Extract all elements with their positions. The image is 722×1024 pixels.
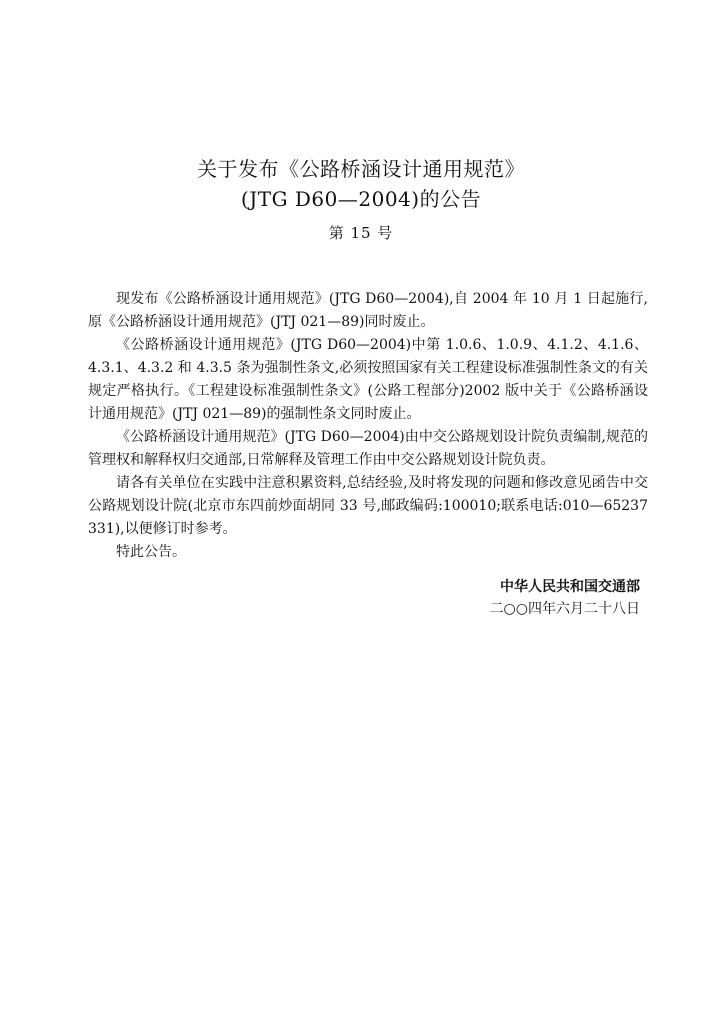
announcement-body [88,288,648,564]
paragraph-4: 请各有关单位在实践中注意积累资料,总结经验,及时将发现的问题和修改意见函告中交公路规划设计院(北京市东四前炒面胡同 33 号,邮政编码:100010;联系电话:010—65237331),以便修订时参考。 [88,475,648,537]
announcement-title [0,154,722,214]
issue-number: 第 15 号 [328,224,394,242]
paragraph-3: 《公路桥涵设计通用规范》(JTG D60—2004)由中交公路规划设计院负责编制,规范的管理权和解释权归交通部,日常解释及管理工作由中交公路规划设计院负责。 [88,429,648,468]
signature-organization: 中华人民共和国交通部 [500,579,640,595]
signature-date: 二○○四年六月二十八日 [489,601,640,617]
paragraph-2: 《公路桥涵设计通用规范》(JTG D60—2004)中第 1.0.6、1.0.9、4.1.2、4.1.6、4.3.1、4.3.2 和 4.3.5 条为强制性条文,必须按照国家有关工程建设标准强制性条文的有关规定严格执行。《工程建设标准强制性条文》(公路工程部分)2002 版中关于《公路桥涵设计通用规范》(JTJ 021—89)的强制性条文同时废止。 [88,337,648,422]
paragraph-5: 特此公告。 [116,544,186,560]
paragraph-1: 现发布《公路桥涵设计通用规范》(JTG D60—2004),自 2004 年 10 月 1 日起施行,原《公路桥涵设计通用规范》(JTJ 021—89)同时废止。 [88,291,648,330]
signature-block [420,576,640,620]
title-line-1: 关于发布《公路桥涵设计通用规范》 [197,157,525,181]
title-line-2: (JTG D60—2004)的公告 [240,187,482,211]
